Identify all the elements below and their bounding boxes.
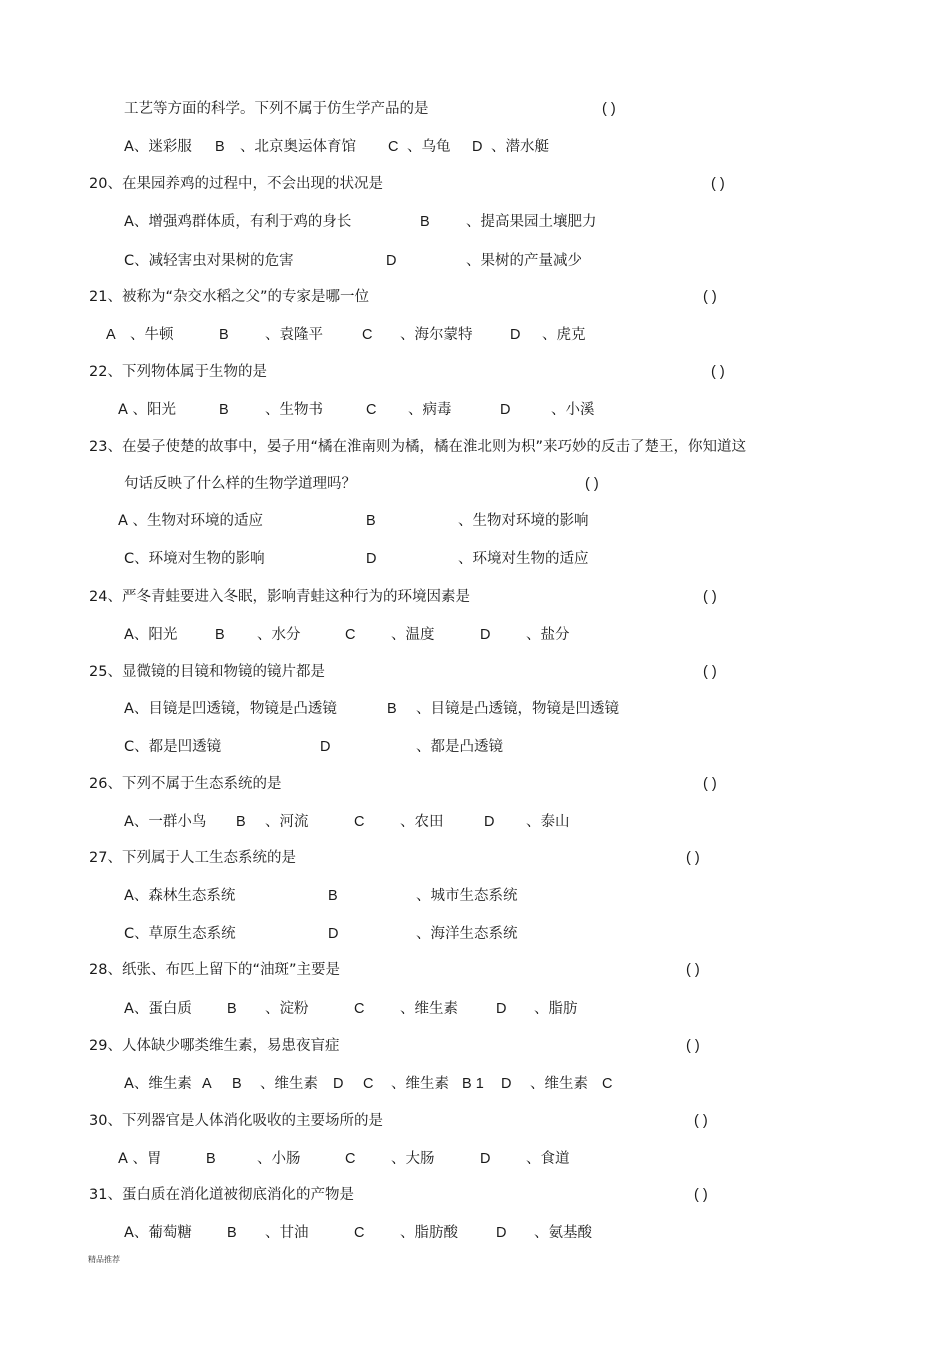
text-segment: 、维生素 (400, 1001, 458, 1017)
text-segment: 、淀粉 (265, 1001, 309, 1017)
text-segment: 、潜水艇 (491, 139, 549, 155)
answer-blank: ( ) (686, 850, 700, 866)
text-segment: A 、胃 (118, 1151, 162, 1167)
text-segment: 、河流 (265, 814, 309, 830)
option-letter: A (106, 327, 116, 343)
text-line (0, 361, 950, 383)
option-letter: D (484, 814, 495, 830)
answer-blank: ( ) (585, 476, 599, 492)
answer-blank: ( ) (711, 176, 725, 192)
text-segment: 、甘油 (265, 1225, 309, 1241)
text-segment: 、生物书 (265, 402, 323, 418)
text-segment: A 、生物对环境的适应 (118, 513, 264, 529)
option-letter: B (219, 327, 229, 343)
text-segment: 24、严冬青蛙要进入冬眠，影响青蛙这种行为的环境因素是 (89, 589, 470, 605)
text-line (0, 624, 950, 646)
text-segment: 、小肠 (257, 1151, 301, 1167)
text-segment: 22、下列物体属于生物的是 (89, 364, 267, 380)
text-segment: A、葡萄糖 (124, 1225, 192, 1241)
option-letter: B (387, 701, 397, 717)
text-segment: 、都是凸透镜 (416, 739, 503, 755)
answer-blank: ( ) (711, 364, 725, 380)
text-segment: A 、阳光 (118, 402, 177, 418)
text-line (0, 811, 950, 833)
option-letter: B (227, 1001, 237, 1017)
text-segment: 、温度 (391, 627, 435, 643)
text-line (0, 173, 950, 195)
text-segment: 、提高果园土壤肥力 (466, 214, 597, 230)
text-segment: 、小溪 (551, 402, 595, 418)
text-line (0, 959, 950, 981)
option-letter: D (496, 1225, 507, 1241)
text-segment: 28、纸张、布匹上留下的“油斑”主要是 (89, 962, 340, 978)
option-letter: D (386, 253, 397, 269)
option-letter: D (366, 551, 377, 567)
text-line (0, 923, 950, 945)
text-segment: 、城市生态系统 (416, 888, 518, 904)
text-segment: 23、在晏子使楚的故事中，晏子用“橘在淮南则为橘，橘在淮北则为枳”来巧妙的反击了楚王，你知道这 (89, 439, 746, 455)
option-letter: B (206, 1151, 216, 1167)
text-segment: 29、人体缺少哪类维生素，易患夜盲症 (89, 1038, 340, 1054)
option-letter: D (333, 1076, 344, 1092)
answer-blank: ( ) (703, 289, 717, 305)
option-letter: D (480, 1151, 491, 1167)
text-line (0, 211, 950, 233)
page-footer: 精品推荐 (88, 1255, 120, 1264)
text-segment: 25、显微镜的目镜和物镜的镜片都是 (89, 664, 325, 680)
option-letter: C (366, 402, 377, 418)
text-line (0, 399, 950, 421)
option-letter: C (354, 1225, 365, 1241)
option-letter: B (366, 513, 376, 529)
text-segment: 27、下列属于人工生态系统的是 (89, 850, 296, 866)
option-letter: B (215, 627, 225, 643)
text-segment: 21、被称为“杂交水稻之父”的专家是哪一位 (89, 289, 369, 305)
text-line (0, 1148, 950, 1170)
option-letter: D (501, 1076, 512, 1092)
text-segment: 句话反映了什么样的生物学道理吗？ (124, 476, 356, 492)
text-line (0, 698, 950, 720)
text-segment: C、草原生态系统 (124, 926, 236, 942)
option-letter: B (328, 888, 338, 904)
text-segment: 、食道 (526, 1151, 570, 1167)
text-line (0, 998, 950, 1020)
text-segment: 、大肠 (391, 1151, 435, 1167)
option-letter: B (232, 1076, 242, 1092)
text-segment: 31、蛋白质在消化道被彻底消化的产物是 (89, 1187, 354, 1203)
text-segment: 、海洋生态系统 (416, 926, 518, 942)
text-segment: A、阳光 (124, 627, 178, 643)
option-letter: C (602, 1076, 613, 1092)
option-letter: B (227, 1225, 237, 1241)
text-line (0, 847, 950, 869)
option-letter: D (510, 327, 521, 343)
option-letter: C (362, 327, 373, 343)
option-letter: D (480, 627, 491, 643)
option-letter: C (345, 627, 356, 643)
text-segment: A、森林生态系统 (124, 888, 236, 904)
option-letter: B (215, 139, 225, 155)
option-letter: D (320, 739, 331, 755)
text-segment: 、环境对生物的适应 (458, 551, 589, 567)
text-segment: A、迷彩服 (124, 139, 192, 155)
option-letter: B (420, 214, 430, 230)
text-line (0, 286, 950, 308)
text-line (0, 661, 950, 683)
option-letter: B 1 (462, 1076, 484, 1092)
answer-blank: ( ) (602, 101, 616, 117)
text-line (0, 250, 950, 272)
text-segment: 、脂肪 (534, 1001, 578, 1017)
answer-blank: ( ) (686, 1038, 700, 1054)
text-line (0, 1073, 950, 1095)
option-letter: D (472, 139, 483, 155)
option-letter: B (236, 814, 246, 830)
text-segment: 、维生素 (391, 1076, 449, 1092)
text-segment: 、虎克 (542, 327, 586, 343)
text-line (0, 548, 950, 570)
text-line (0, 473, 950, 495)
option-letter: C (354, 814, 365, 830)
answer-blank: ( ) (686, 962, 700, 978)
text-segment: C、环境对生物的影响 (124, 551, 265, 567)
text-segment: 、氨基酸 (534, 1225, 592, 1241)
text-segment: 、牛顿 (130, 327, 174, 343)
text-segment: 工艺等方面的科学。下列不属于仿生学产品的是 (124, 101, 429, 117)
text-segment: 30、下列器官是人体消化吸收的主要场所的是 (89, 1113, 383, 1129)
text-segment: 、水分 (257, 627, 301, 643)
answer-blank: ( ) (703, 776, 717, 792)
text-line (0, 136, 950, 158)
option-letter: C (354, 1001, 365, 1017)
text-line (0, 324, 950, 346)
text-segment: 、目镜是凸透镜，物镜是凹透镜 (416, 701, 619, 717)
text-line (0, 1222, 950, 1244)
text-line (0, 98, 950, 120)
text-segment: A、目镜是凹透镜，物镜是凸透镜 (124, 701, 337, 717)
text-segment: C、减轻害虫对果树的危害 (124, 253, 294, 269)
answer-blank: ( ) (703, 589, 717, 605)
text-line (0, 773, 950, 795)
answer-blank: ( ) (694, 1187, 708, 1203)
text-segment: 、维生素 (530, 1076, 588, 1092)
text-segment: C、都是凹透镜 (124, 739, 222, 755)
text-segment: 、盐分 (526, 627, 570, 643)
text-line (0, 1110, 950, 1132)
text-line (0, 885, 950, 907)
text-segment: 、农田 (400, 814, 444, 830)
text-line (0, 1035, 950, 1057)
text-segment: A、增强鸡群体质，有利于鸡的身长 (124, 214, 352, 230)
option-letter: D (500, 402, 511, 418)
answer-blank: ( ) (694, 1113, 708, 1129)
text-segment: 、袁隆平 (265, 327, 323, 343)
option-letter: A (202, 1076, 212, 1092)
text-segment: 、北京奥运体育馆 (240, 139, 356, 155)
text-segment: 20、在果园养鸡的过程中，不会出现的状况是 (89, 176, 383, 192)
option-letter: D (496, 1001, 507, 1017)
option-letter: C (363, 1076, 374, 1092)
text-segment: 、脂肪酸 (400, 1225, 458, 1241)
answer-blank: ( ) (703, 664, 717, 680)
option-letter: B (219, 402, 229, 418)
text-segment: A、蛋白质 (124, 1001, 192, 1017)
text-segment: A、一群小鸟 (124, 814, 207, 830)
text-line (0, 510, 950, 532)
text-segment: 、维生素 (260, 1076, 318, 1092)
text-line (0, 586, 950, 608)
text-segment: 、生物对环境的影响 (458, 513, 589, 529)
text-line (0, 1184, 950, 1206)
option-letter: D (328, 926, 339, 942)
text-segment: 、乌龟 (407, 139, 451, 155)
text-segment: 、海尔蒙特 (400, 327, 473, 343)
option-letter: C (388, 139, 399, 155)
text-segment: A、维生素 (124, 1076, 192, 1092)
text-line (0, 436, 950, 458)
text-segment: 、病毒 (408, 402, 452, 418)
text-segment: 26、下列不属于生态系统的是 (89, 776, 282, 792)
text-segment: 、泰山 (526, 814, 570, 830)
option-letter: C (345, 1151, 356, 1167)
text-line (0, 736, 950, 758)
text-segment: 、果树的产量减少 (466, 253, 582, 269)
